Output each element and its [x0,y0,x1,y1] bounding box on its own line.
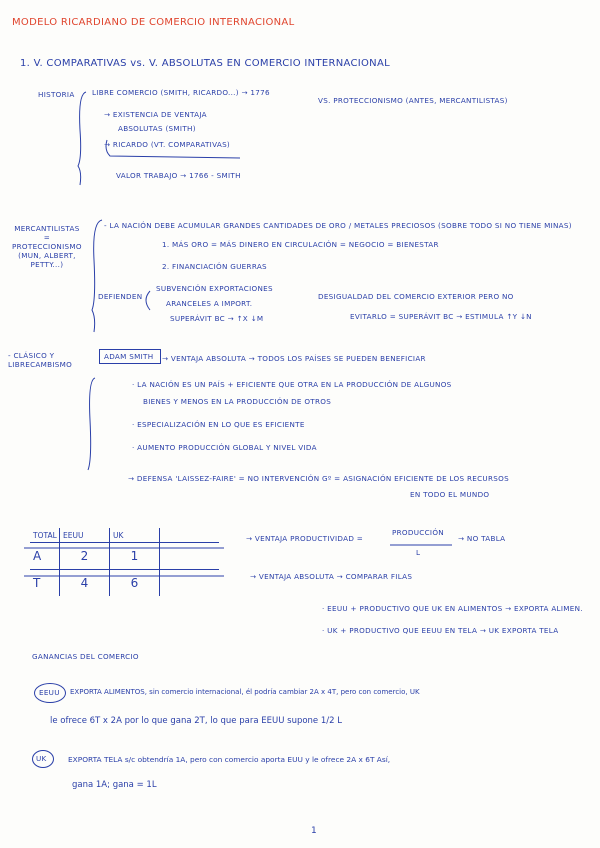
uk-tag: UK [36,754,47,763]
clasico-line-1: → VENTAJA ABSOLUTA → TODOS LOS PAÍSES SE PUEDEN BENEFICIAR [162,354,426,363]
table-cell: T [30,570,60,597]
section-heading: 1. V. COMPARATIVAS vs. V. ABSOLUTAS EN COMERCIO INTERNACIONAL [20,58,390,69]
table-header-cell [160,528,220,543]
clasico-label-line: - CLÁSICO Y [8,351,55,360]
historia-label: HISTORIA [38,90,75,99]
merc-line-2: 1. MÁS ORO = MÁS DINERO EN CIRCULACIÓN = NEGOCIO = BIENESTAR [162,240,439,249]
eeuu-line-1: EXPORTA ALIMENTOS, sin comercio internacional, él podría cambiar 2A x 4T, pero con comercio, UK [70,688,420,696]
historia-line-4: VALOR TRABAJO → 1766 - SMITH [116,171,241,180]
note-2: → VENTAJA ABSOLUTA → COMPARAR FILAS [250,572,413,581]
mercantilistas-label [12,224,82,269]
merc-defienden: DEFIENDEN [98,292,143,301]
clasico-line-2b: BIENES Y MENOS EN LA PRODUCCIÓN DE OTROS [143,397,332,406]
table-cell: 4 [60,570,110,597]
clasico-line-5b: EN TODO EL MUNDO [410,490,490,499]
table-header-row [30,528,219,543]
clasico-line-5: → DEFENSA 'LAISSEZ-FAIRE' = NO INTERVENCIÓN Gº = ASIGNACIÓN EFICIENTE DE LOS RECURSOS [128,474,509,483]
merc-defienden-1: SUBVENCIÓN EXPORTACIONES [156,284,273,293]
clasico-label-line: LIBRECAMBISMO [8,360,73,369]
productivity-table [30,528,219,596]
historia-line-1: LIBRE COMERCIO (SMITH, RICARDO...) → 1776 [92,88,270,97]
uk-line-2: gana 1A; gana = 1L [72,780,157,790]
note-1a: → VENTAJA PRODUCTIVIDAD = [246,534,364,543]
table-cell: A [30,543,60,570]
merc-label-line: PROTECCIONISMO [12,242,82,251]
table-cell: 2 [60,543,110,570]
merc-remark-1: DESIGUALDAD DEL COMERCIO EXTERIOR PERO NO [318,292,514,301]
page-number: 1 [311,826,318,836]
merc-line-3: 2. FINANCIACIÓN GUERRAS [162,262,267,271]
page-title: MODELO RICARDIANO DE COMERCIO INTERNACIONAL [12,17,295,28]
note-1-numerator: PRODUCCIÓN [392,528,444,537]
table-row [30,570,219,597]
clasico-line-2: · LA NACIÓN ES UN PAÍS + EFICIENTE QUE OTRA EN LA PRODUCCIÓN DE ALGUNOS [132,380,452,389]
ganancias-heading: GANANCIAS DEL COMERCIO [32,652,139,661]
table-cell: 1 [110,543,160,570]
note-1b: → NO TABLA [458,534,506,543]
clasico-label [8,351,72,369]
merc-defienden-2: ARANCELES A IMPORT. [166,299,253,308]
table-header-cell: EEUU [60,528,110,543]
merc-defienden-3: SUPERÁVIT BC → ↑X ↓M [170,314,264,323]
table-header-cell: UK [110,528,160,543]
table-header-cell: TOTAL [30,528,60,543]
merc-label-line: MERCANTILISTAS [14,224,80,233]
adam-smith-label: ADAM SMITH [104,352,154,361]
eeuu-line-2: le ofrece 6T x 2A por lo que gana 2T, lo que para EEUU supone 1/2 L [50,716,342,726]
merc-label-line: PETTY...) [30,260,64,269]
merc-line-1: - LA NACIÓN DEBE ACUMULAR GRANDES CANTIDADES DE ORO / METALES PRECIOSOS (SOBRE TODO SI NO TIENE MINAS) [104,221,572,230]
historia-line-3: → RICARDO (VT. COMPARATIVAS) [104,140,231,149]
table-cell [160,543,220,570]
clasico-line-4: · AUMENTO PRODUCCIÓN GLOBAL Y NIVEL VIDA [132,443,317,452]
merc-label-line: = [43,233,51,242]
note-4: · UK + PRODUCTIVO QUE EEUU EN TELA → UK EXPORTA TELA [322,626,559,635]
historia-line-2: → EXISTENCIA DE VENTAJA [104,110,207,119]
table-cell: 6 [110,570,160,597]
note-3: · EEUU + PRODUCTIVO QUE UK EN ALIMENTOS → EXPORTA ALIMEN. [322,604,583,613]
clasico-line-3: · ESPECIALIZACIÓN EN LO QUE ES EFICIENTE [132,420,305,429]
historia-vs: VS. PROTECCIONISMO (ANTES, MERCANTILISTAS) [318,96,508,105]
table-cell [160,570,220,597]
eeuu-tag: EEUU [39,688,60,697]
table-row [30,543,219,570]
merc-remark-2: EVITARLO = SUPERÁVIT BC → ESTIMULA ↑Y ↓N [350,312,532,321]
historia-line-2b: ABSOLUTAS (SMITH) [118,124,196,133]
merc-label-line: (MUN, ALBERT, [18,251,76,260]
note-1-denominator: L [416,548,421,557]
uk-line-1: EXPORTA TELA s/c obtendría 1A, pero con comercio aporta EUU y le ofrece 2A x 6T Así, [68,755,391,764]
